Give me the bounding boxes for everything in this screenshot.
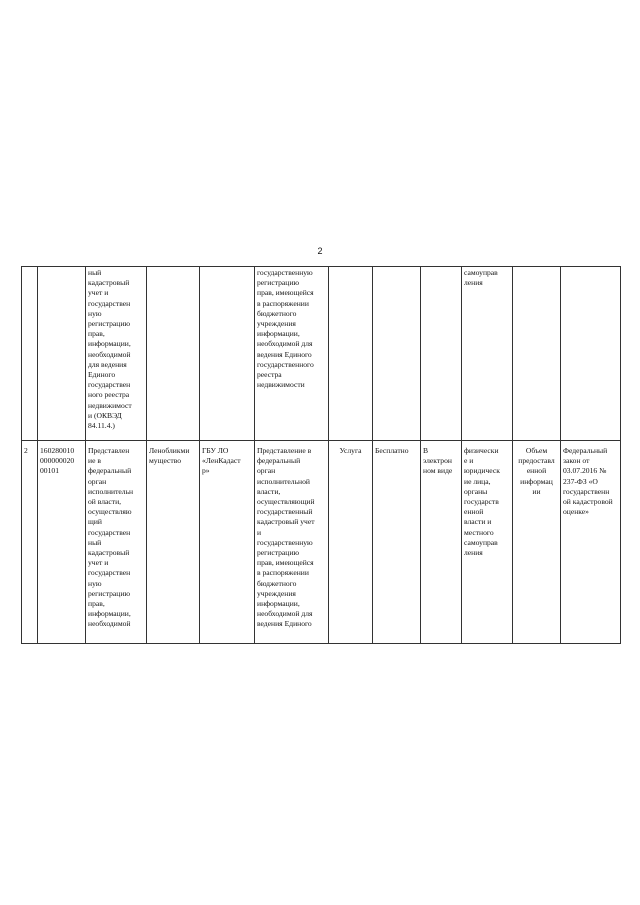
cell-registry-code [38, 267, 86, 441]
table-row [22, 267, 621, 441]
cell-content: Представление в федеральный орган исполнительной власти, осуществляющий государственный кадастровый учет и государственную регистрацию прав, имеющейся в распоряжении бюджетного учреждения информации, необходимой для ведения Единого [255, 441, 329, 644]
cell-payment [373, 267, 421, 441]
cell-number: 2 [22, 441, 38, 644]
cell-kind [329, 267, 373, 441]
cell-indicator: Объем предоставл енной информац ии [513, 441, 561, 644]
cell-executive-body [147, 267, 200, 441]
cell-legal-basis [561, 267, 621, 441]
cell-payment: Бесплатно [373, 441, 421, 644]
cell-form [421, 267, 462, 441]
cell-service-name: Представлен ие в федеральный орган исполнительн ой власти, осуществляю щий государствен ный кадастровый учет и государствен ную регистрацию прав, информации, необходимой [86, 441, 147, 644]
cell-institution [200, 267, 255, 441]
cell-institution: ГБУ ЛО «ЛенКадаст р» [200, 441, 255, 644]
cell-consumers: физически е и юридическ ие лица, органы государств енной власти и местного самоуправ ления [462, 441, 513, 644]
table-row [22, 441, 621, 644]
cell-legal-basis: Федеральный закон от 03.07.2016 № 237-ФЗ «О государственн ой кадастровой оценке» [561, 441, 621, 644]
cell-indicator [513, 267, 561, 441]
cell-number [22, 267, 38, 441]
cell-service-name: ный кадастровый учет и государствен ную регистрацию прав, информации, необходимой для ведения Единого государствен ного реестра недвижимост и (ОКВЭД 84.11.4.) [86, 267, 147, 441]
cell-kind: Услуга [329, 441, 373, 644]
cell-form: В электрон ном виде [421, 441, 462, 644]
cell-content: государственную регистрацию прав, имеющейся в распоряжении бюджетного учреждения информации, необходимой для ведения Единого государственного реестра недвижимости [255, 267, 329, 441]
cell-consumers: самоуправ ления [462, 267, 513, 441]
services-table [21, 266, 621, 644]
cell-registry-code: 160280010 000000020 00101 [38, 441, 86, 644]
page-number: 2 [317, 246, 323, 256]
cell-executive-body: Ленобликми мущество [147, 441, 200, 644]
